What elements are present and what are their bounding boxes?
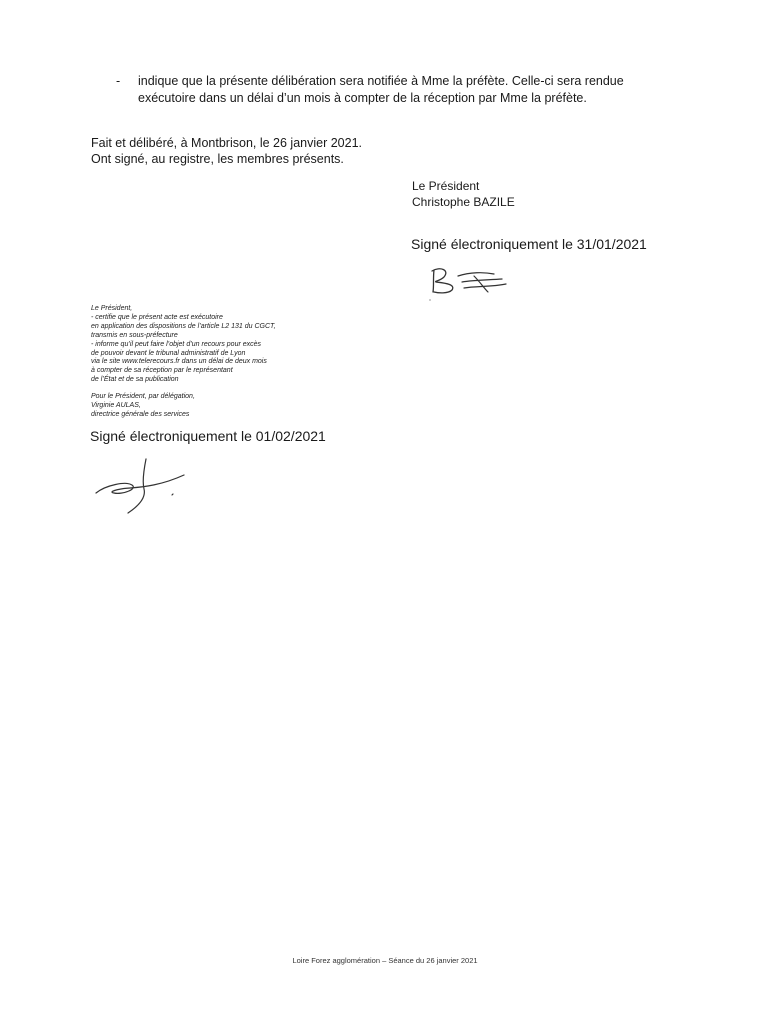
bullet-line-1: indique que la présente délibération sera notifiée à Mme la préfète. Celle-ci sera rendue: [138, 74, 624, 88]
certification-line: transmis en sous-préfecture: [91, 331, 178, 339]
certification-line: à compter de sa réception par le représentant: [91, 367, 233, 375]
closing-line-1: Fait et délibéré, à Montbrison, le 26 janvier 2021.: [91, 136, 362, 150]
president-name: Christophe BAZILE: [412, 195, 515, 209]
electronic-signature-stamp-1: Signé électroniquement le 31/01/2021: [411, 236, 647, 252]
delegation-line: directrice générale des services: [91, 410, 190, 418]
delegation-line: Pour le Président, par délégation,: [91, 393, 195, 401]
certification-line: Le Président,: [91, 305, 133, 312]
handwritten-signature-1: [422, 262, 514, 304]
certification-line: de l’État et de sa publication: [91, 376, 179, 384]
bullet-line-2: exécutoire dans un délai d’un mois à compter de la réception par Mme la préfète.: [138, 91, 587, 105]
closing-statement: [91, 135, 362, 167]
closing-line-2: Ont signé, au registre, les membres présents.: [91, 152, 344, 166]
certification-line: en application des dispositions de l’article L2 131 du CGCT,: [91, 322, 276, 330]
electronic-signature-stamp-2: Signé électroniquement le 01/02/2021: [90, 428, 326, 444]
certification-line: - informe qu’il peut faire l’objet d’un recours pour excès: [91, 340, 262, 348]
page-footer: Loire Forez agglomération – Séance du 26 janvier 2021: [292, 956, 478, 965]
bullet-dash: -: [116, 74, 121, 88]
president-block: [412, 178, 515, 210]
certification-block: [91, 305, 276, 420]
certification-line: - certifie que le présent acte est exécutoire: [91, 313, 223, 321]
certification-line: via le site www.telerecours.fr dans un délai de deux mois: [91, 358, 267, 366]
bullet-text: [138, 73, 698, 107]
president-title: Le Président: [412, 179, 480, 193]
certification-line: de pouvoir devant le tribunal administratif de Lyon: [91, 349, 246, 357]
delegation-line: Virginie AULAS,: [91, 402, 141, 410]
handwritten-signature-2: [92, 455, 192, 517]
